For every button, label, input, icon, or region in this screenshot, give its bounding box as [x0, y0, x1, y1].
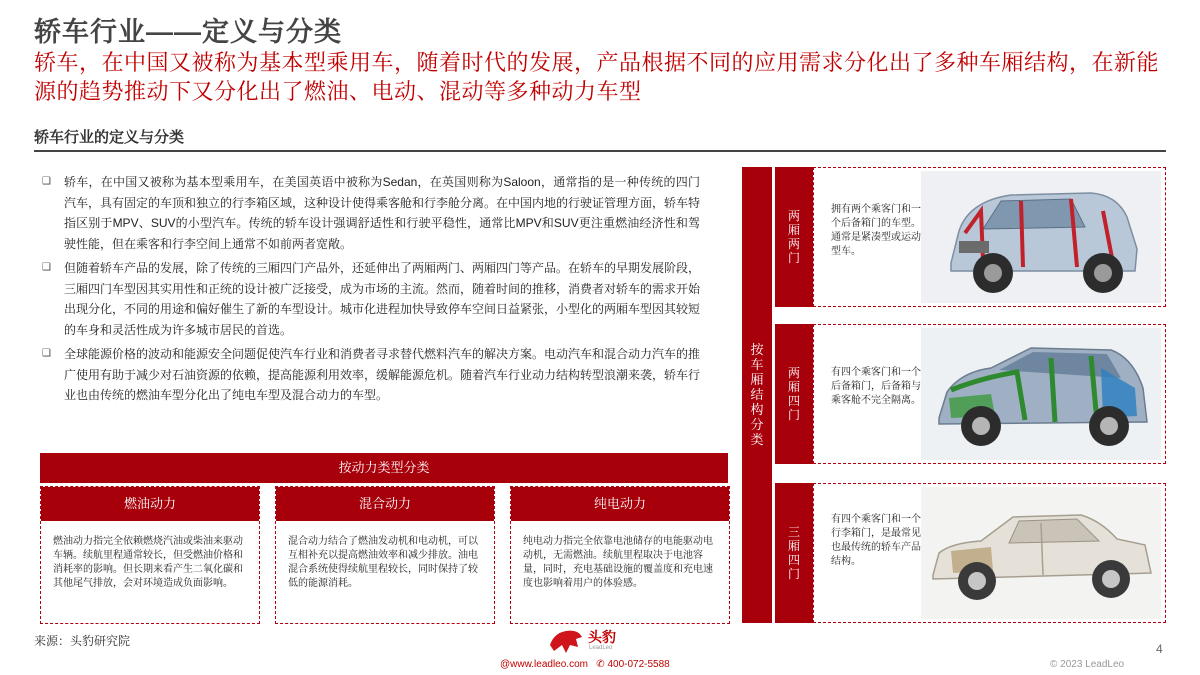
structure-row-three-box-four-door — [775, 483, 1166, 623]
bullet-text: 全球能源价格的波动和能源安全问题促使汽车行业和消费者寻求替代燃料汽车的解决方案。电动汽车和混合动力汽车的推广使用有助于减少对石油资源的依赖，提高能源利用效率，缓解能源危机。随着汽车行业动力结构转型浪潮来袭，轿车行业也由传统的燃油车型分化出了纯电车型及混合动力的车型。 — [64, 347, 701, 402]
square-bullet-icon: ❑ — [42, 176, 51, 187]
structure-row-two-box-two-door — [775, 167, 1166, 307]
copyright: © 2023 LeadLeo — [1050, 659, 1125, 670]
square-bullet-icon: ❑ — [42, 262, 51, 273]
structure-row-desc: 拥有两个乘客门和一个后备箱门的车型。通常是紧凑型或运动型车。 — [831, 204, 921, 257]
section-divider — [34, 150, 1166, 152]
two-door-car-image — [921, 171, 1161, 303]
power-card-title: 纯电动力 — [511, 487, 729, 521]
power-card-text: 纯电动力指完全依靠电池储存的电能驱动电动机，无需燃油。续航里程取决于电池容量，同时，充电基础设施的覆盖度和充电速度也影响着用户的体验感。 — [523, 536, 713, 589]
power-card-fuel — [40, 486, 260, 624]
bullet-text: 轿车，在中国又被称为基本型乘用车，在美国英语中被称为Sedan，在英国则称为Saloon，通常指的是一种传统的四门汽车，具有固定的车顶和独立的行李箱区域，这种设计使得乘客舱和行李舱分离。在中国内地的行驶证管理方面，轿车特指区别于MPV、SUV的小型汽车。传统的轿车设计强调舒适性和行驶平稳性，通常比MPV和SUV更注重燃油经济性和驾驶性能，但在乘客和行李空间上通常不如前两者宽敞。 — [64, 175, 701, 251]
phone-number: 400-072-5588 — [607, 659, 670, 670]
structure-row-name: 两厢四门 — [787, 366, 800, 422]
definition-bullets — [40, 172, 700, 410]
contact-info — [500, 659, 670, 670]
structure-row-desc: 有四个乘客门和一个后备箱门，后备箱与乘客舱不完全隔离。 — [831, 367, 921, 406]
power-card-title: 燃油动力 — [41, 487, 259, 521]
power-type-header: 按动力类型分类 — [40, 453, 728, 483]
structure-row-band — [775, 324, 813, 464]
structure-row-name: 三厢四门 — [787, 525, 800, 581]
leopard-logo-icon — [548, 625, 584, 655]
four-door-hatchback-image — [921, 328, 1161, 460]
structure-label: 按车厢结构分类 — [750, 342, 764, 447]
bullet-item — [40, 344, 700, 406]
bullet-item — [40, 172, 700, 254]
source-note: 来源：头豹研究院 — [34, 634, 131, 648]
structure-row-band — [775, 483, 813, 623]
power-card-electric — [510, 486, 730, 624]
power-card-title: 混合动力 — [276, 487, 494, 521]
section-title: 轿车行业的定义与分类 — [34, 129, 185, 146]
structure-row-desc: 有四个乘客门和一个行李箱门，是最常见也最传统的轿车产品结构。 — [831, 514, 921, 567]
page-title: 轿车行业——定义与分类 — [34, 17, 342, 47]
phone-icon: ✆ — [590, 659, 608, 670]
power-card-hybrid — [275, 486, 495, 624]
structure-row-name: 两厢两门 — [787, 209, 800, 265]
bullet-item — [40, 258, 700, 340]
sedan-image — [921, 487, 1161, 619]
page-number: 4 — [1156, 642, 1163, 656]
power-card-text: 混合动力结合了燃油发动机和电动机，可以互相补充以提高燃油效率和减少排放。油电混合系统使得续航里程较长，同时保持了较低的能源消耗。 — [288, 536, 478, 589]
logo-text: 头豹 — [588, 629, 616, 645]
logo-subtext: LeadLeo — [589, 645, 613, 651]
structure-row-two-box-four-door — [775, 324, 1166, 464]
bullet-text: 但随着轿车产品的发展，除了传统的三厢四门产品外，还延伸出了两厢两门、两厢四门等产品。在轿车的早期发展阶段，三厢四门车型因其实用性和正统的设计被广泛接受，成为市场的主流。然而，随着时间的推移，消费者对轿车的需求开始出现分化，不同的用途和偏好催生了新的车型设计。城市化进程加快导致停车空间日益紧张，小型化的两厢车型因其较短的车身和灵活性成为许多城市居民的首选。 — [64, 261, 701, 337]
structure-row-band — [775, 167, 813, 307]
website-link[interactable]: @www.leadleo.com — [500, 659, 588, 670]
square-bullet-icon: ❑ — [42, 348, 51, 359]
power-card-text: 燃油动力指完全依赖燃烧汽油或柴油来驱动车辆。续航里程通常较长，但受燃油价格和消耗率的影响。但长期来看产生二氧化碳和其他尾气排放，会对环境造成负面影响。 — [53, 536, 243, 589]
page-subtitle: 轿车，在中国又被称为基本型乘用车，随着时代的发展，产品根据不同的应用需求分化出了多种车厢结构，在新能源的趋势推动下又分化出了燃油、电动、混动等多种动力车型 — [34, 50, 1160, 104]
